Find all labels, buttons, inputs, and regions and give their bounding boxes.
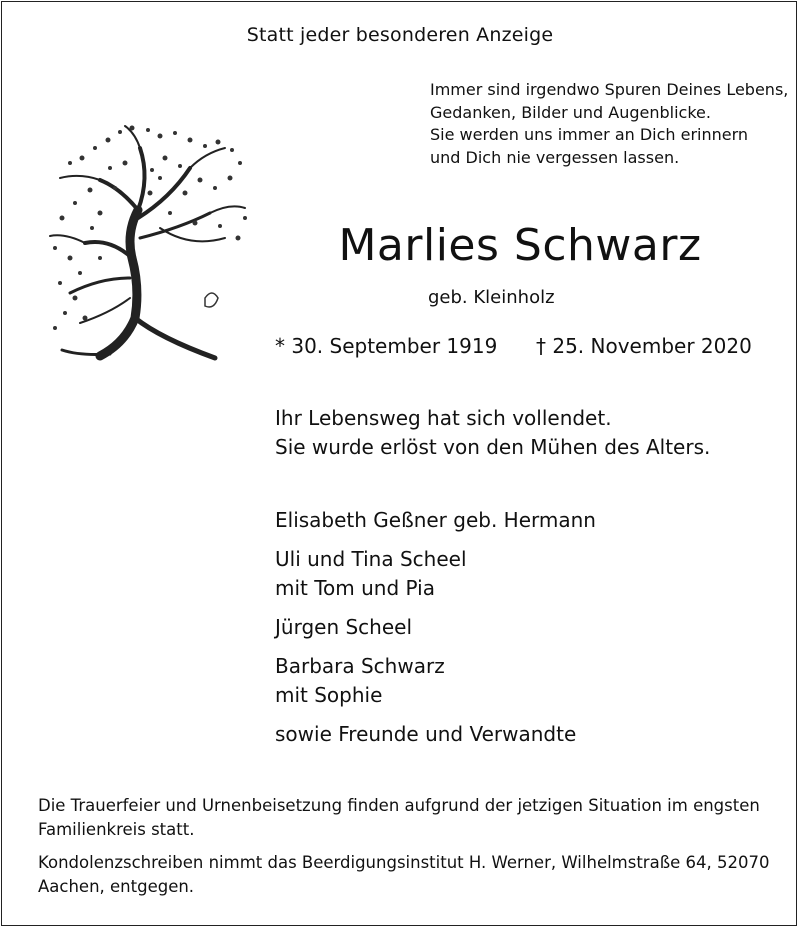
mourner-group (275, 720, 596, 749)
mourner-group (275, 506, 596, 535)
mourner-line: Uli und Tina Scheel (275, 547, 467, 571)
tree-illustration-icon (40, 118, 260, 363)
funeral-note: Die Trauerfeier und Urnenbeisetzung finden aufgrund der jetzigen Situation im engsten Familienkreis statt. (38, 796, 760, 839)
mourner-line: Jürgen Scheel (275, 615, 413, 639)
mourner-line: mit Tom und Pia (275, 576, 435, 600)
poem-line: Gedanken, Bilder und Augenblicke. (430, 102, 711, 122)
statement (275, 404, 710, 462)
poem-line: und Dich nie vergessen lassen. (430, 147, 680, 167)
mourner-group (275, 652, 596, 710)
footer-notes (38, 794, 778, 908)
notice-header: Statt jeder besonderen Anzeige (246, 24, 554, 46)
mourners-list (275, 506, 596, 759)
mourner-line: mit Sophie (275, 683, 383, 707)
birth-name: geb. Kleinholz (428, 287, 555, 308)
death-date: † 25. November 2020 (536, 334, 752, 358)
condolence-note: Kondolenzschreiben nimmt das Beerdigungsinstitut H. Werner, Wilhelmstraße 64, 52070 Aachen, entgegen. (38, 853, 770, 896)
statement-line: Ihr Lebensweg hat sich vollendet. (275, 406, 612, 430)
mourner-line: sowie Freunde und Verwandte (275, 722, 577, 746)
mourner-group (275, 545, 596, 603)
poem-line: Sie werden uns immer an Dich erinnern (430, 125, 749, 144)
poem (430, 79, 790, 169)
mourner-group (275, 613, 596, 642)
birth-date: * 30. September 1919 (275, 334, 498, 358)
poem-line: Immer sind irgendwo Spuren Deines Lebens, (430, 80, 789, 99)
mourner-line: Elisabeth Geßner geb. Hermann (275, 508, 596, 532)
statement-line: Sie wurde erlöst von den Mühen des Alters. (275, 435, 711, 459)
deceased-name: Marlies Schwarz (338, 220, 702, 271)
mourner-line: Barbara Schwarz (275, 654, 445, 678)
